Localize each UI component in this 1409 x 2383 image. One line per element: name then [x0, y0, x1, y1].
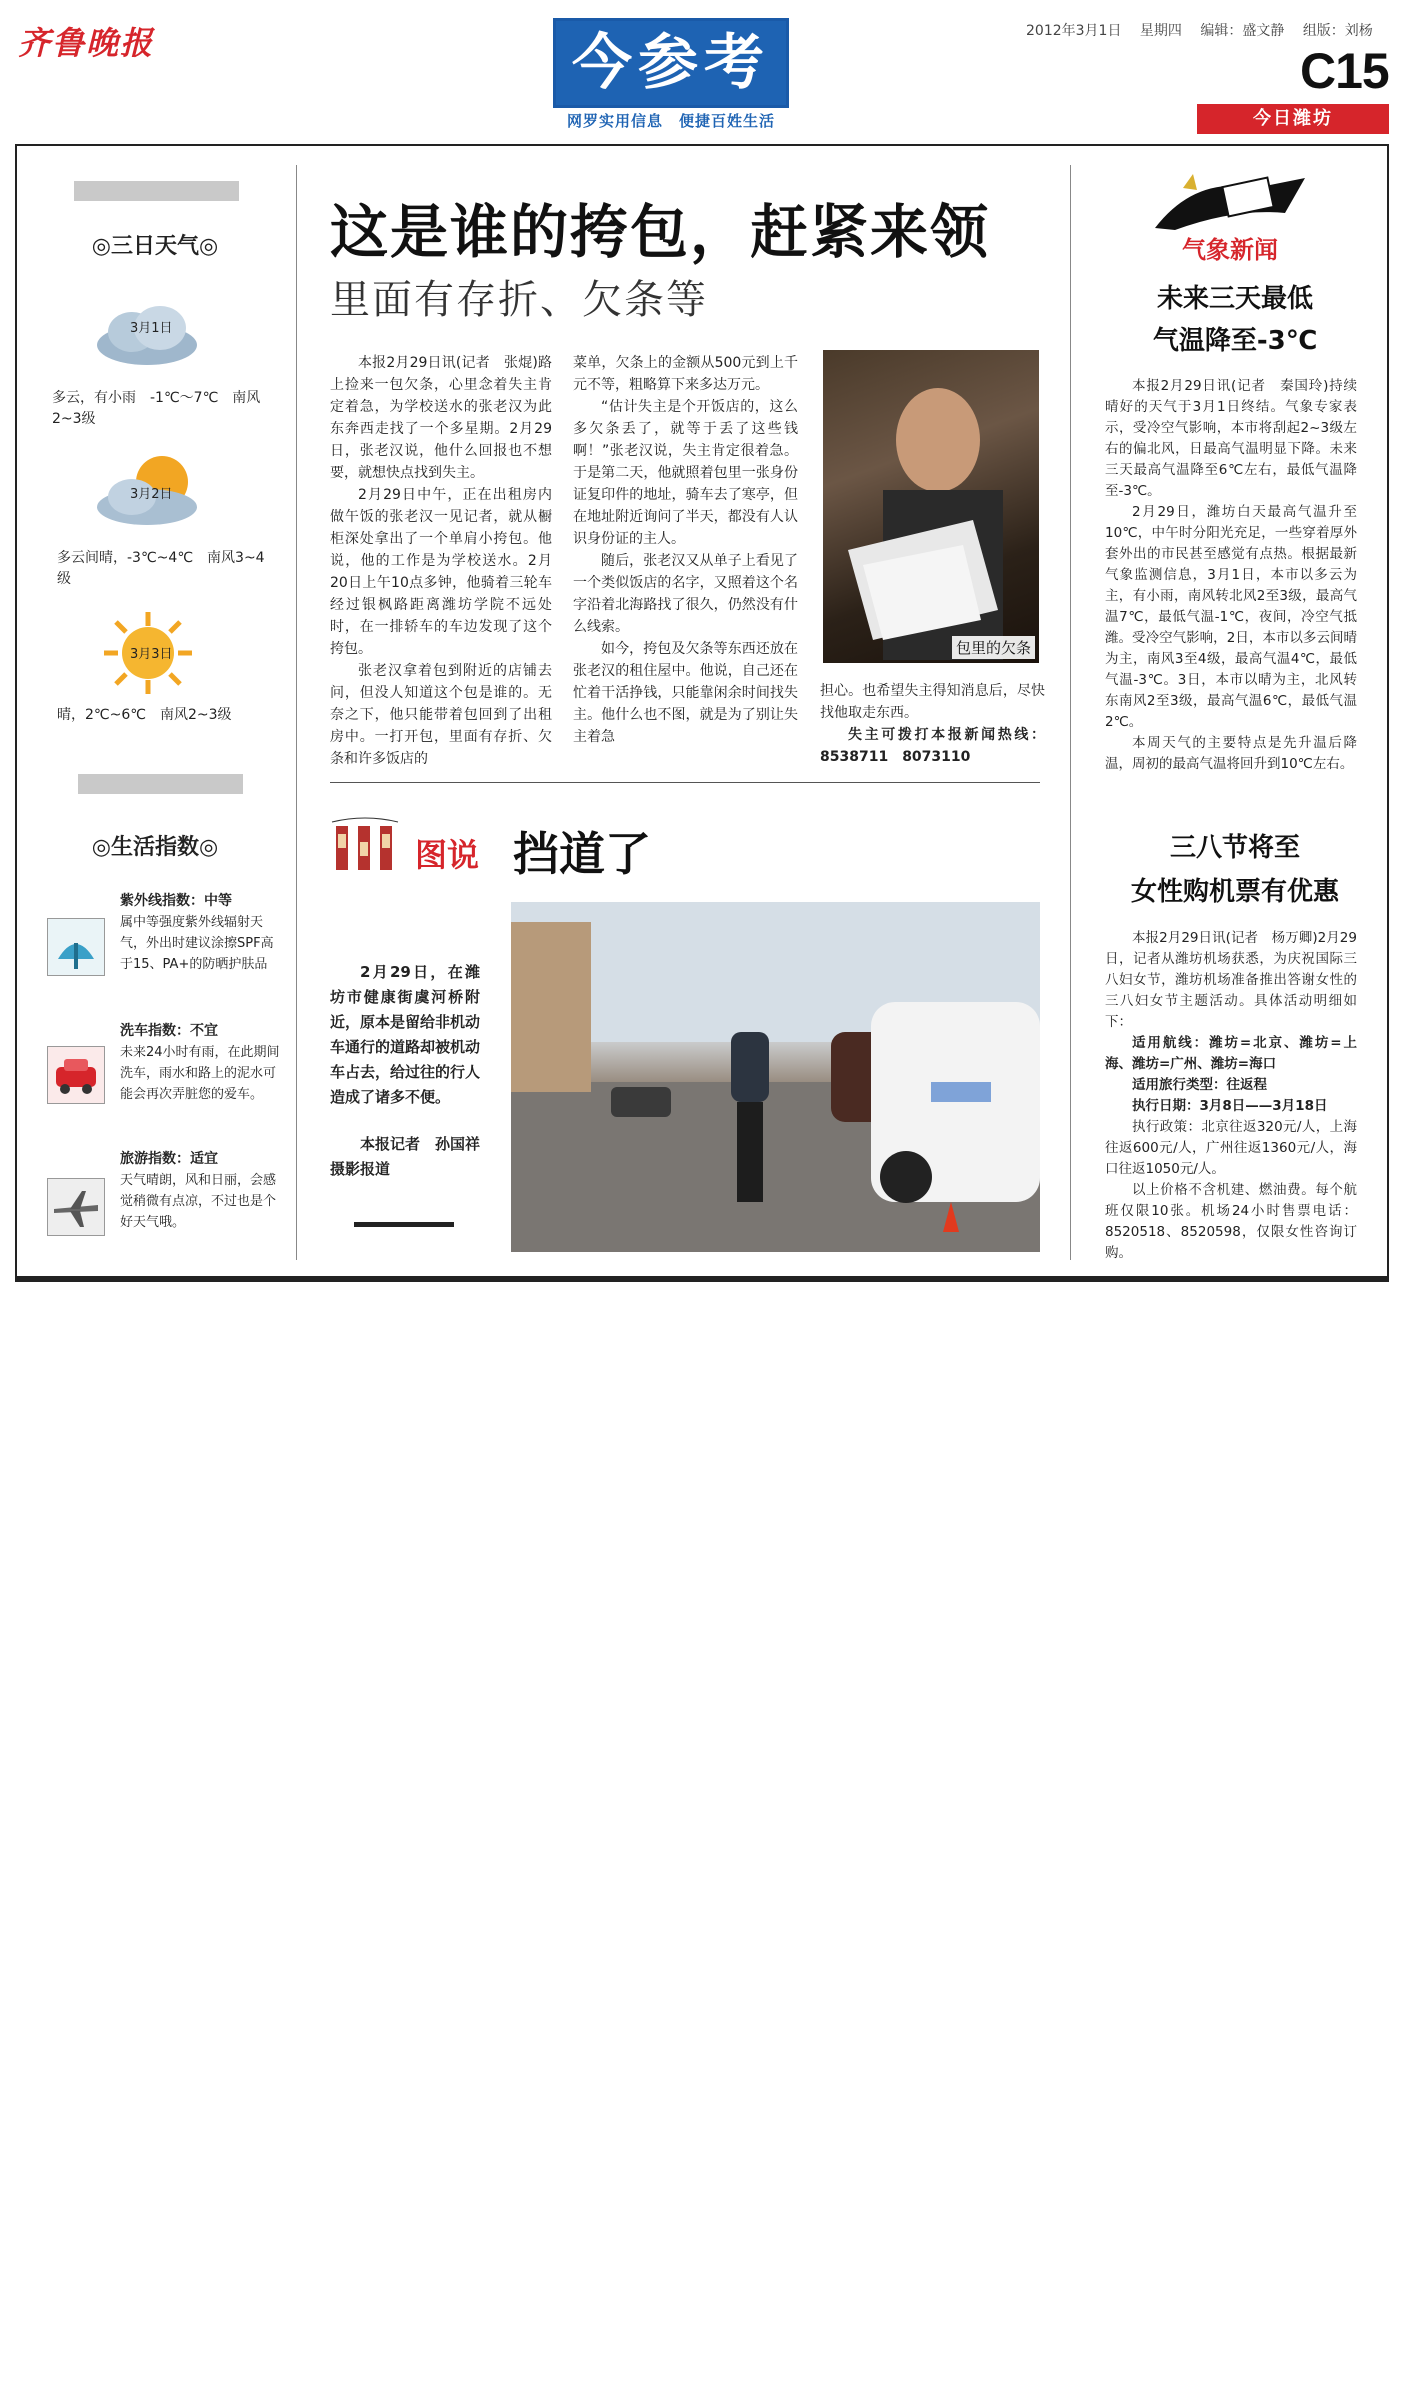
article-para: 执行政策：北京往返320元/人，上海往返600元/人，广州往返1360元/人，海口往返1050元/人。: [1105, 1119, 1357, 1177]
tushuo-title: 挡道了: [513, 827, 651, 881]
weather-day2-desc: 多云间晴，-3℃~4℃ 南风3~4级: [57, 550, 265, 587]
article-para: 随后，张老汉又从单子上看见了一个类似饭店的名字，又照着这个名字沿着北海路找了很久，仍然没有什么线索。: [573, 553, 798, 635]
gray-bar: [74, 181, 239, 201]
weather-news-title2: 气温降至-3℃: [1152, 326, 1318, 356]
section-tag: 今日潍坊: [1197, 104, 1389, 134]
article-para: 本周天气的主要特点是先升温后降温，周初的最高气温将回升到10℃左右。: [1105, 735, 1357, 772]
article-para: 本报2月29日讯(记者 张焜)路上捡来一包欠条，心里念着失主肯定着急，为学校送水的张老汉为此东奔西走找了一个多星期。2月29日，张老汉说，他什么回报也不想要，就想快点找到失主。: [330, 355, 552, 481]
tushuo-label: 图说: [415, 836, 480, 874]
tushuo-photo: [511, 902, 1040, 1252]
tushuo-body: 2月29日，在潍坊市健康街虞河桥附近，原本是留给非机动车通行的道路却被机动车占去，给过往的行人造成了诸多不便。: [330, 963, 481, 1106]
uv-label: 紫外线指数：中等: [120, 893, 232, 909]
weather-day2-date: 3月2日: [130, 487, 173, 502]
plane-icon: [47, 1178, 105, 1236]
weather-news-title1: 未来三天最低: [1156, 284, 1313, 314]
article-col3: [820, 680, 1045, 768]
article-para: 执行日期：3月8日——3月18日: [1132, 1098, 1328, 1114]
article-para: 以上价格不含机建、燃油费。每个航班仅限10张。机场24小时售票电话：8520518、8520598，仅限女性咨询订购。: [1105, 1182, 1357, 1261]
travel-label: 旅游指数：适宜: [120, 1151, 218, 1167]
travel-text: 天气晴朗，风和日丽，会感觉稍微有点凉，不过也是个好天气哦。: [120, 1173, 277, 1230]
section-slogan: 网罗实用信息 便捷百姓生活: [566, 112, 775, 130]
weather3-title: ◎三日天气◎: [91, 234, 219, 259]
article-para: 2月29日中午，正在出租房内做午饭的张老汉一见记者，就从橱柜深处拿出了一个单肩小挎包。他说，他的工作是为学校送水。2月20日上午10点多钟，他骑着三轮车经过银枫路距离潍坊学院不远处时，在一排轿车的车边发现了这个挎包。: [330, 487, 552, 657]
article-para: 本报2月29日讯(记者 杨万卿)2月29日，记者从潍坊机场获悉，为庆祝国际三八妇女节，潍坊机场准备推出答谢女性的三八妇女节主题活动。具体活动明细如下：: [1105, 930, 1357, 1030]
weekday: 星期四: [1139, 23, 1182, 39]
newspaper-brand: 齐鲁晚报: [18, 24, 155, 62]
weather-news-body: [1105, 376, 1357, 775]
column-divider: [1070, 165, 1071, 1260]
photo-caption: 包里的欠条: [952, 636, 1035, 659]
carwash-text: 未来24小时有雨，在此期间洗车，雨水和路上的泥水可能会再次弄脏您的爱车。: [120, 1045, 280, 1102]
weather-day3-desc: 晴，2℃~6℃ 南风2~3级: [57, 707, 232, 723]
article-para: 张老汉拿着包到附近的店铺去问，但没人知道这个包是谁的。无奈之下，他只能带着包回到了出租房中。一打开包，里面有存折、欠条和许多饭店的: [330, 663, 552, 767]
main-subhead: 里面有存折、欠条等: [330, 277, 708, 323]
page-meta: [1026, 20, 1387, 40]
weather-news-logo: [1135, 168, 1325, 264]
article-col2: [573, 352, 798, 748]
article-para: 适用旅行类型：往返程: [1132, 1077, 1267, 1093]
editor: 编辑：盛文静: [1200, 23, 1285, 39]
uv-text: 属中等强度紫外线辐射天气，外出时建议涂擦SPF高于15、PA+的防晒护肤品: [120, 915, 274, 972]
ticket-news-title1: 三八节将至: [1169, 833, 1300, 863]
article-para: 菜单，欠条上的金额从500元到上千元不等，粗略算下来多达万元。: [573, 355, 798, 393]
main-headline: 这是谁的挎包，赶紧来领: [330, 198, 991, 266]
section-logo: 今参考: [553, 18, 789, 108]
section-divider: [330, 782, 1040, 783]
carwash-label: 洗车指数：不宜: [120, 1023, 218, 1039]
article-para: 2月29日，潍坊白天最高气温升至10℃，中午时分阳光充足，一些穿着厚外套外出的市民甚至感觉有点热。根据最新气象监测信息，3月1日，本市以多云为主，有小雨，南风转北风2至3级，最高气温7℃，最低气温-1℃，夜间，冷空气抵潍。受冷空气影响，2日，本市以多云间晴为主，南风3至4级，最高气温4℃，最低气温-3℃。3日，本市以晴为主，北风转东南风2至3级，最高气温6℃，最低气温2℃。: [1105, 504, 1357, 730]
car-icon: [47, 1046, 105, 1104]
byline-rule: [354, 1222, 454, 1227]
page-number: C15: [1300, 43, 1389, 99]
weather-day1-date: 3月1日: [130, 321, 173, 336]
gray-bar: [78, 774, 243, 794]
weather-day1-desc: 多云，有小雨 -1℃～7℃ 南风2~3级: [52, 390, 261, 427]
article-para: 适用航线：潍坊=北京、潍坊=上海、潍坊=广州、潍坊=海口: [1105, 1035, 1357, 1072]
life-title: ◎生活指数◎: [91, 835, 219, 860]
designer: 组版：刘杨: [1302, 23, 1373, 39]
ticket-news-body: [1105, 928, 1357, 1264]
article-para: “估计失主是个开饭店的，这么多欠条丢了，就等于丢了这些钱啊！”张老汉说，失主肯定很着急。于是第二天，他就照着包里一张身份证复印件的地址，骑车去了寒亭，但在地址附近询问了半天，都没有人认识身份证的主人。: [573, 399, 798, 547]
article-photo: [823, 350, 1039, 663]
article-para: 如今，挎包及欠条等东西还放在张老汉的租住屋中。他说，自己还在忙着干活挣钱，只能靠闲余时间找失主。他什么也不图，就是为了别让失主着急: [573, 641, 798, 745]
article-para: 担心。也希望失主得知消息后，尽快找他取走东西。: [820, 683, 1045, 721]
article-col1: [330, 352, 552, 770]
weather-day3-date: 3月3日: [130, 647, 173, 662]
tushuo-byline: 本报记者 孙国祥 摄影报道: [330, 1135, 496, 1178]
weather-news-logo-text: 气象新闻: [1182, 236, 1278, 264]
uv-icon: [47, 918, 105, 976]
column-divider: [296, 165, 297, 1260]
article-para: 本报2月29日讯(记者 秦国玲)持续晴好的天气于3月1日终结。气象专家表示，受冷空气影响，本市将刮起2~3级左右的偏北风，日最高气温明显下降。未来三天最高气温降至6℃左右，最低气温降至-3℃。: [1105, 378, 1357, 499]
date: 2012年3月1日: [1026, 23, 1122, 39]
ticket-news-title2: 女性购机票有优惠: [1130, 877, 1339, 907]
tushuo-badge: [330, 812, 400, 882]
hotline: 失主可拨打本报新闻热线：8538711 8073110: [820, 727, 1045, 765]
